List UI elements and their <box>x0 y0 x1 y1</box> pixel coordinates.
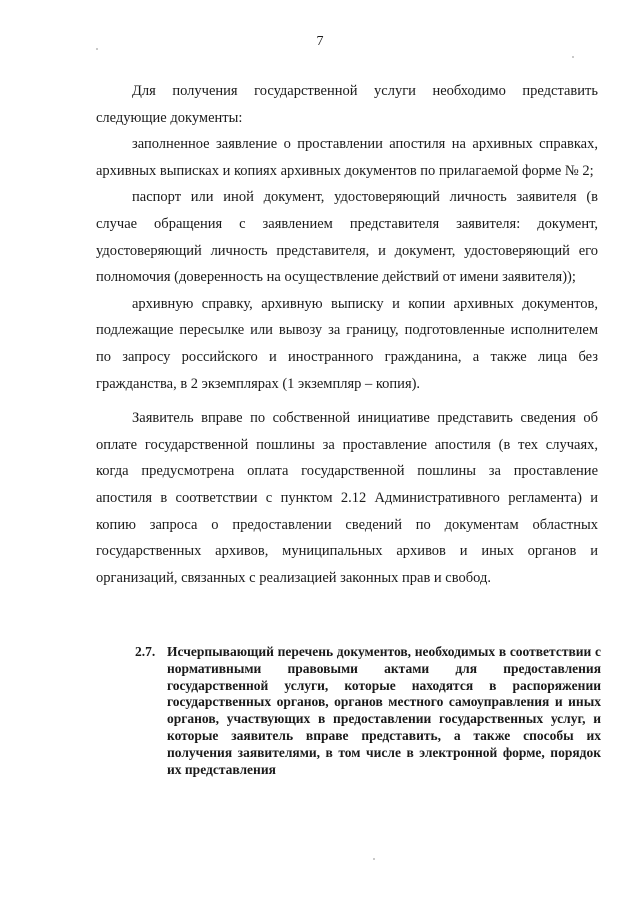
scan-speck <box>96 48 98 50</box>
scan-speck <box>572 56 574 58</box>
section-title: Исчерпывающий перечень документов, необходимых в соответствии с нормативными правовыми актами для предоставления государственной услуги, которые находятся в распоряжении государственных органов, органов местного самоуправления и иных органов, участвующих в предоставлении государственных услуг, и которые заявитель вправе представить, а также способы их получения заявителями, в том числе в электронной форме, порядок их представления <box>167 644 601 777</box>
paragraph-intro: Для получения государственной услуги необходимо представить следующие документы: <box>96 83 598 126</box>
scan-speck <box>373 858 375 860</box>
paragraph-passport: паспорт или иной документ, удостоверяющий личность заявителя (в случае обращения с заявлением представителя заявителя: документ, удостоверяющий личность представителя, и документ, удостоверяющий его полномочия (доверенность на осуществление действий от имени заявителя)); <box>96 189 598 286</box>
page-number: 7 <box>316 34 324 49</box>
document-body <box>96 78 598 591</box>
paragraph-applicant-right: Заявитель вправе по собственной инициативе представить сведения об оплате государственной пошлины за проставление апостиля (в тех случаях, когда предусмотрена оплата государственной пошлины за проставление апостиля в соответствии с пунктом 2.12 Административного регламента) и копию запроса о предоставлении сведений по документам областных государственных архивов, муниципальных архивов и иных органов и организаций, связанных с реализацией законных прав и свобод. <box>96 410 598 586</box>
section-number: 2.7. <box>135 644 156 659</box>
paragraph-archival-certificate: архивную справку, архивную выписку и копии архивных документов, подлежащие пересылке или вывозу за границу, подготовленные исполнителем по запросу российского и иностранного гражданина, а также лица без гражданства, в 2 экземплярах (1 экземпляр – копия). <box>96 295 598 392</box>
paragraph-application-form: заполненное заявление о проставлении апостиля на архивных справках, архивных выписках и копиях архивных документов по прилагаемой форме № 2; <box>96 136 598 179</box>
section-heading <box>135 644 601 778</box>
